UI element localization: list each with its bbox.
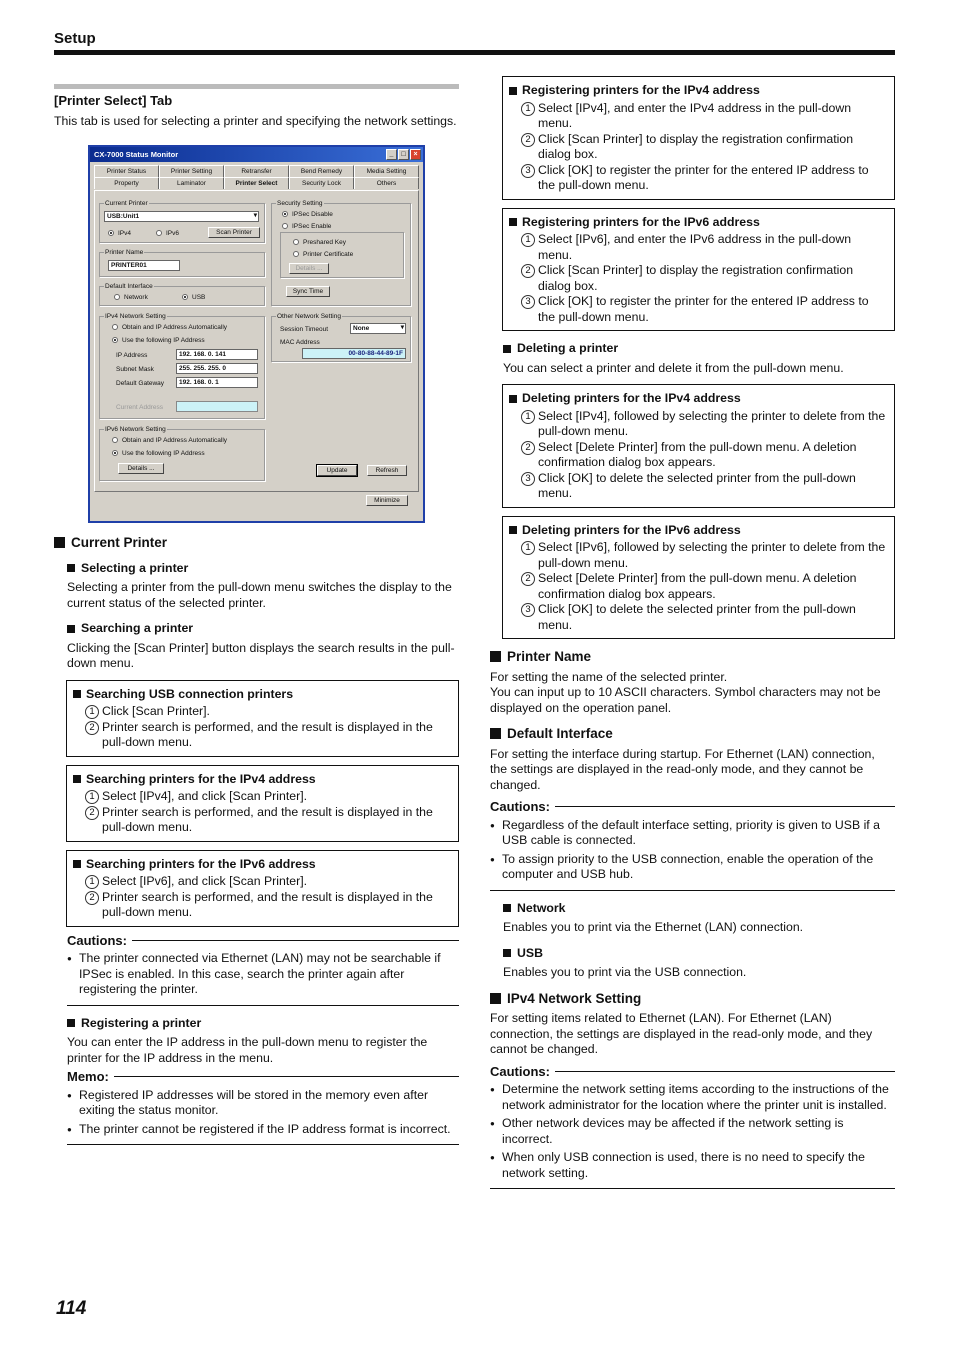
page-header: Setup: [54, 30, 96, 47]
tab-printer-select[interactable]: Printer Select: [224, 177, 289, 189]
bullet-icon: ●: [67, 954, 72, 963]
radio-ipv6-use-following[interactable]: Use the following IP Address: [112, 449, 205, 458]
group-current-printer: [99, 200, 265, 243]
step-number-icon: 2: [521, 133, 535, 147]
tab-retransfer[interactable]: Retransfer: [224, 165, 289, 177]
group-title: Current Printer: [105, 200, 148, 207]
right-column: [490, 76, 895, 1189]
step-number-icon: 1: [85, 875, 99, 889]
step-number-icon: 3: [521, 295, 535, 309]
paragraph: You can input up to 10 ASCII characters. Symbol characters may not be displayed on the operation panel.: [490, 685, 881, 715]
heading-printer-name: Printer Name: [490, 649, 895, 665]
box-register-ipv6: [502, 208, 895, 332]
tab-strip: [94, 165, 419, 189]
box-title: Searching printers for the IPv4 address: [86, 771, 316, 786]
step-text: Printer search is performed, and the result is displayed in the pull-down menu.: [102, 889, 433, 919]
step-number-icon: 3: [521, 472, 535, 486]
chevron-down-icon: ▾: [253, 212, 257, 219]
memo-text: Registered IP addresses will be stored in the memory even after exiting the status monitor.: [79, 1087, 429, 1117]
ipv4-text: For setting items related to Ethernet (LAN). For Ethernet (LAN) connection, the settings are displayed in the read-only mode, and they cannot be changed.: [490, 1011, 873, 1056]
refresh-button[interactable]: Refresh: [367, 465, 407, 476]
square-bullet-icon: [509, 218, 517, 226]
page-number: 114: [56, 1298, 87, 1319]
square-bullet-icon: [509, 395, 517, 403]
step-text: Select [IPv4], and click [Scan Printer].: [102, 789, 308, 803]
group-ipv6-setting: [99, 426, 265, 481]
chevron-down-icon: ▾: [400, 324, 404, 331]
step-text: Click [OK] to delete the selected printer from the pull-down menu.: [538, 470, 856, 500]
step-text: Select [IPv4], and enter the IPv4 address in the pull-down menu.: [538, 100, 852, 130]
square-bullet-icon: [503, 904, 511, 912]
security-details-button[interactable]: Details ...: [289, 263, 329, 274]
group-other-network: [271, 313, 411, 362]
radio-ipv6-obtain-auto[interactable]: Obtain and IP Address Automatically: [112, 436, 227, 445]
group-printer-name: [99, 249, 265, 277]
network-text: Enables you to print via the Ethernet (LAN) connection.: [503, 920, 804, 934]
step-text: Click [Scan Printer].: [102, 704, 210, 718]
caution-text: Regardless of the default interface setting, priority is given to USB if a USB cable is connected.: [502, 817, 880, 847]
step-text: Select [IPv6], and enter the IPv6 address in the pull-down menu.: [538, 232, 852, 262]
gateway-label: Default Gateway: [116, 380, 165, 387]
square-bullet-icon: [490, 651, 501, 662]
step-number-icon: 1: [521, 541, 535, 555]
step-number-icon: 2: [521, 441, 535, 455]
square-bullet-icon: [54, 537, 65, 548]
bullet-icon: ●: [490, 1119, 495, 1128]
sync-time-button[interactable]: Sync Time: [286, 286, 330, 297]
current-address-label: Current Address: [116, 404, 163, 411]
maximize-window-icon[interactable]: □: [398, 149, 409, 160]
default-interface-text: For setting the interface during startup. For Ethernet (LAN) connection, the settings are displayed in the read-only mode, and they cannot be changed.: [490, 746, 875, 792]
paragraph: For setting the name of the selected printer.: [490, 669, 728, 684]
intro-text: This tab is used for selecting a printer and specifying the network settings.: [54, 113, 457, 128]
cautions-default-interface: [490, 799, 895, 891]
radio-ipsec-disable[interactable]: IPSec Disable: [282, 210, 333, 219]
session-timeout-label: Session Timeout: [280, 326, 329, 333]
minimize-button[interactable]: Minimize: [366, 495, 408, 506]
caution-text: Other network devices may be affected if the network setting is incorrect.: [502, 1116, 844, 1146]
heading-network: Network: [503, 901, 895, 917]
session-timeout-dropdown[interactable]: None ▾: [350, 323, 406, 334]
current-address-field: [176, 401, 258, 412]
square-bullet-icon: [509, 526, 517, 534]
cautions-search: [67, 933, 459, 1006]
radio-preshared-key[interactable]: Preshared Key: [293, 238, 346, 247]
ipv6-details-button[interactable]: Details ...: [118, 463, 164, 474]
heading-usb: USB: [503, 946, 895, 962]
printer-name-field[interactable]: PRINTER01: [108, 260, 180, 271]
bullet-icon: ●: [67, 1090, 72, 1100]
usb-text: Enables you to print via the USB connection.: [503, 965, 747, 979]
group-title: Other Network Setting: [277, 313, 341, 320]
group-title: Printer Name: [105, 249, 144, 256]
step-number-icon: 1: [521, 410, 535, 424]
radio-network[interactable]: Network: [114, 293, 148, 302]
tab-bend-remedy[interactable]: Bend Remedy: [289, 165, 354, 177]
subnet-field[interactable]: 255. 255. 255. 0: [176, 363, 258, 374]
bullet-icon: ●: [67, 1124, 72, 1134]
radio-ipv6[interactable]: IPv6: [156, 229, 179, 238]
tab-security-lock[interactable]: Security Lock: [289, 177, 354, 189]
step-text: Select [IPv4], followed by selecting the printer to delete from the pull-down menu.: [538, 408, 886, 438]
step-text: Click [OK] to register the printer for the entered IP address to the pull-down menu.: [538, 294, 869, 324]
square-bullet-icon: [73, 775, 81, 783]
step-text: Click [OK] to register the printer for the entered IP address to the pull-down menu.: [538, 162, 869, 192]
tab-others[interactable]: Others: [354, 177, 419, 189]
square-bullet-icon: [490, 993, 501, 1004]
memo-text: The printer cannot be registered if the IP address format is incorrect.: [79, 1121, 451, 1136]
tab-laminator[interactable]: Laminator: [159, 177, 224, 189]
caution-text: Determine the network setting items according to the instructions of the network administrator for the location where the printer unit is installed.: [502, 1082, 889, 1112]
heading-ipv4-network: IPv4 Network Setting: [490, 991, 895, 1007]
square-bullet-icon: [67, 1019, 75, 1027]
box-register-ipv4: [502, 76, 895, 200]
step-number-icon: 2: [85, 806, 99, 820]
group-title: IPv4 Network Setting: [105, 313, 166, 320]
group-title: Default Interface: [105, 283, 153, 290]
deleting-text: You can select a printer and delete it from the pull-down menu.: [503, 360, 844, 375]
section-bar: [54, 84, 459, 89]
square-bullet-icon: [503, 345, 511, 353]
radio-printer-certificate[interactable]: Printer Certificate: [293, 250, 353, 259]
box-title: Registering printers for the IPv6 address: [522, 214, 760, 229]
printer-select-dropdown[interactable]: USB:Unit1 ▾: [104, 211, 259, 222]
step-number-icon: 2: [521, 572, 535, 586]
ip-address-label: IP Address: [116, 352, 148, 359]
tab-printer-status[interactable]: Printer Status: [94, 165, 159, 177]
mac-address-field: 00-80-88-44-89-1F: [302, 348, 406, 359]
box-search-usb: [66, 680, 459, 757]
ip-address-field[interactable]: 192. 168. 0. 141: [176, 349, 258, 360]
step-number-icon: 3: [521, 164, 535, 178]
memo-label: Memo:: [67, 1069, 459, 1085]
heading-registering: Registering a printer: [67, 1016, 459, 1032]
registering-text: You can enter the IP address in the pull-down menu to register the printer for the IP address in the menu.: [67, 1035, 428, 1065]
heading-current-printer: Current Printer: [54, 535, 459, 551]
gateway-field[interactable]: 192. 168. 0. 1: [176, 377, 258, 388]
update-button[interactable]: Update: [317, 465, 357, 476]
box-title: Searching printers for the IPv6 address: [86, 856, 316, 871]
group-ipv4-setting: [99, 313, 265, 419]
bullet-icon: ●: [490, 854, 495, 864]
step-number-icon: 3: [521, 603, 535, 617]
selecting-text: Selecting a printer from the pull-down menu switches the display to the current status of the selected printer.: [67, 580, 452, 610]
bullet-icon: ●: [490, 1085, 495, 1094]
memo-block: [67, 1069, 459, 1145]
caution-text: When only USB connection is used, there is no need to specify the network setting.: [502, 1150, 865, 1180]
scan-printer-button[interactable]: Scan Printer: [208, 227, 260, 238]
group-title: IPv6 Network Setting: [105, 426, 166, 433]
heading-default-interface: Default Interface: [490, 726, 895, 742]
box-title: Registering printers for the IPv4 address: [522, 83, 760, 97]
heading-selecting: Selecting a printer: [67, 561, 459, 577]
box-search-ipv6: [66, 850, 459, 927]
minimize-window-icon[interactable]: _: [386, 149, 397, 160]
bullet-icon: ●: [490, 1153, 495, 1162]
square-bullet-icon: [73, 690, 81, 698]
radio-obtain-auto[interactable]: Obtain and IP Address Automatically: [112, 323, 227, 332]
group-title: Security Setting: [277, 200, 323, 207]
radio-use-following[interactable]: Use the following IP Address: [112, 336, 205, 345]
step-number-icon: 1: [521, 233, 535, 247]
printer-select-panel: [94, 190, 419, 492]
square-bullet-icon: [67, 625, 75, 633]
tab-title: [Printer Select] Tab: [54, 93, 173, 108]
step-text: Click [OK] to delete the selected printer from the pull-down menu.: [538, 602, 856, 632]
step-text: Select [IPv6], followed by selecting the printer to delete from the pull-down menu.: [538, 540, 886, 570]
bullet-icon: ●: [490, 820, 495, 830]
box-title: Deleting printers for the IPv6 address: [522, 522, 741, 537]
tab-property[interactable]: Property: [94, 177, 159, 189]
square-bullet-icon: [490, 728, 501, 739]
window-title: CX-7000 Status Monitor: [94, 150, 179, 159]
group-ipsec-options: [280, 232, 404, 278]
step-text: Select [Delete Printer] from the pull-down menu. A deletion confirmation dialog box appears.: [538, 571, 857, 601]
step-number-icon: 1: [521, 102, 535, 116]
caution-text: To assign priority to the USB connection, enable the operation of the computer and USB hub.: [502, 851, 874, 881]
heading-deleting: Deleting a printer: [503, 341, 895, 357]
step-text: Select [Delete Printer] from the pull-down menu. A deletion confirmation dialog box appears.: [538, 439, 857, 469]
radio-ipsec-enable[interactable]: IPSec Enable: [282, 222, 331, 231]
step-text: Printer search is performed, and the result is displayed in the pull-down menu.: [102, 804, 433, 834]
tab-media-setting[interactable]: Media Setting: [354, 165, 419, 177]
group-security-setting: [271, 200, 411, 306]
cautions-ipv4: [490, 1064, 895, 1190]
header-rule: [54, 50, 895, 55]
box-title: Deleting printers for the IPv4 address: [522, 391, 741, 405]
step-number-icon: 2: [521, 264, 535, 278]
box-title: Searching USB connection printers: [86, 686, 294, 701]
step-text: Select [IPv6], and click [Scan Printer].: [102, 874, 308, 888]
mac-address-label: MAC Address: [280, 339, 320, 346]
status-monitor-window: [88, 145, 425, 523]
step-number-icon: 2: [85, 721, 99, 735]
square-bullet-icon: [503, 949, 511, 957]
searching-text: Clicking the [Scan Printer] button displays the search results in the pull-down menu.: [67, 640, 455, 670]
step-number-icon: 2: [85, 891, 99, 905]
step-number-icon: 1: [85, 790, 99, 804]
box-delete-ipv4: [502, 384, 895, 508]
radio-usb[interactable]: USB: [182, 293, 205, 302]
cautions-label: Cautions:: [490, 1064, 895, 1080]
box-delete-ipv6: [502, 516, 895, 640]
window-titlebar: [90, 147, 423, 162]
tab-printer-setting[interactable]: Printer Setting: [159, 165, 224, 177]
radio-ipv4[interactable]: IPv4: [108, 229, 131, 238]
cautions-label: Cautions:: [67, 933, 459, 949]
square-bullet-icon: [67, 564, 75, 572]
step-text: Click [Scan Printer] to display the registration confirmation dialog box.: [538, 263, 854, 293]
square-bullet-icon: [73, 860, 81, 868]
square-bullet-icon: [509, 87, 517, 95]
caution-text: The printer connected via Ethernet (LAN) may not be searchable if IPSec is enabled. In this case, search the printer again after registering the printer.: [79, 951, 441, 996]
step-number-icon: 1: [85, 705, 99, 719]
printer-name-text: [490, 670, 895, 717]
heading-searching: Searching a printer: [67, 621, 459, 637]
subnet-label: Subnet Mask: [116, 366, 154, 373]
group-default-interface: [99, 283, 265, 306]
step-text: Click [Scan Printer] to display the registration confirmation dialog box.: [538, 131, 854, 161]
close-icon[interactable]: ×: [410, 149, 421, 160]
box-search-ipv4: [66, 765, 459, 842]
step-text: Printer search is performed, and the result is displayed in the pull-down menu.: [102, 719, 433, 749]
cautions-label: Cautions:: [490, 799, 895, 815]
